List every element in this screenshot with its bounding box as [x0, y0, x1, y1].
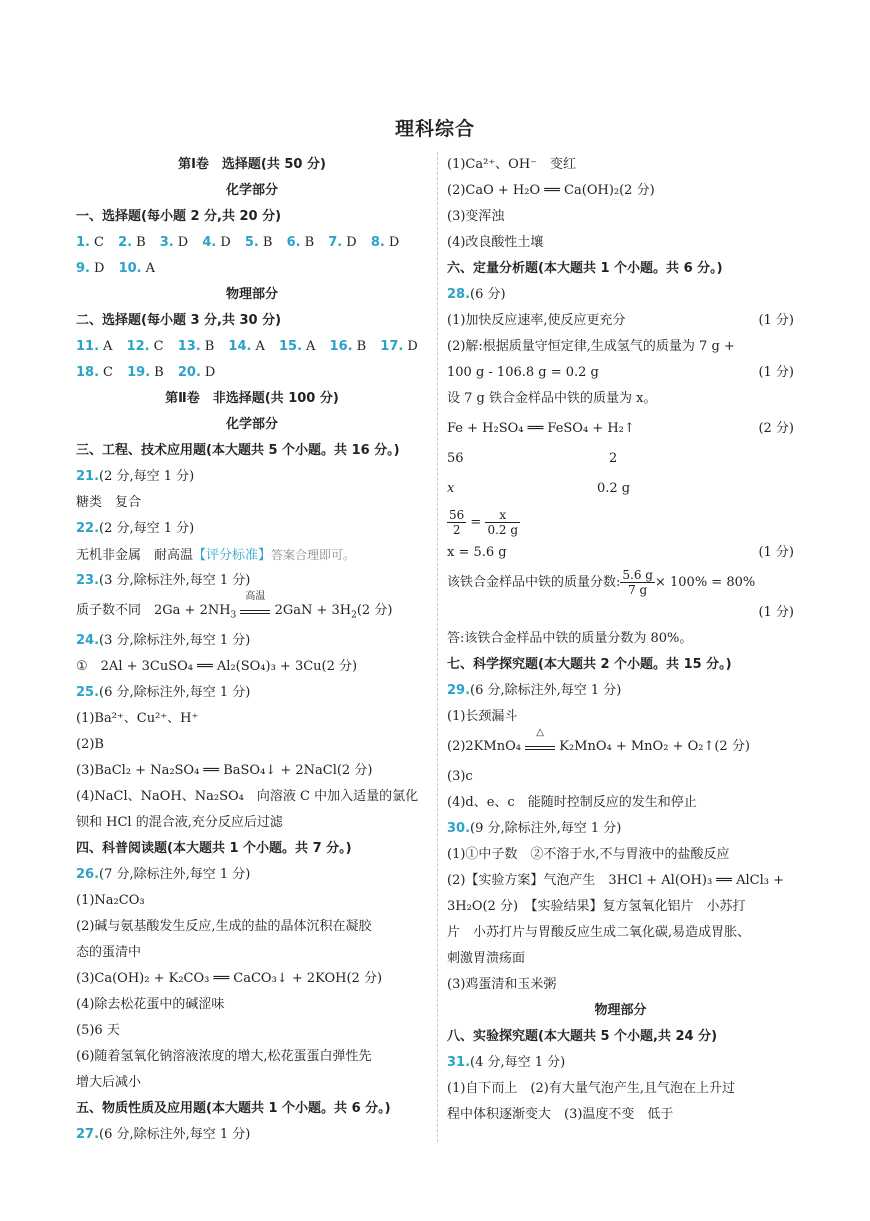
answer-item: 5. B: [244, 235, 273, 250]
score-note: (1 分): [758, 605, 794, 620]
phys-answers-row-1: [76, 334, 428, 360]
part1-heading: 第Ⅰ卷 选择题(共 50 分): [178, 157, 326, 172]
left-column: [76, 152, 428, 1148]
question-27-part-2: (2)CaO + H₂O ══ Ca(OH)₂(2 分): [447, 183, 655, 198]
section-1-heading: 一、选择题(每小题 2 分,共 20 分): [76, 209, 282, 224]
question-25-part-2: (2)B: [76, 737, 104, 752]
question-31-header: 31.(4 分,每空 1 分): [447, 1055, 566, 1070]
question-29-part-2: (2)2KMnO₄ △ K₂MnO₄ + MnO₂ + O₂↑(2 分): [447, 727, 750, 754]
question-29-part-3: (3)c: [447, 769, 473, 784]
question-27-part-4: (4)改良酸性土壤: [447, 235, 544, 250]
answer-item: 4. D: [202, 235, 231, 250]
question-26-part-6a: (6)随着氢氧化钠溶液浓度的增大,松花蛋蛋白弹性先: [76, 1049, 372, 1064]
right-column: [447, 152, 794, 1128]
answer-item: 8. D: [370, 235, 400, 250]
question-26-part-1: (1)Na₂CO₃: [76, 893, 145, 908]
question-23-header: 23.(3 分,除标注外,每空 1 分): [76, 573, 251, 588]
question-26-part-6b: 增大后减小: [76, 1075, 142, 1090]
scoring-standard-label: 【评分标准】: [193, 548, 272, 563]
section-8-heading: 八、实验探究题(本大题共 5 个小题,共 24 分): [447, 1029, 718, 1044]
question-26-header: 26.(7 分,除标注外,每空 1 分): [76, 867, 251, 882]
question-26-part-3: (3)Ca(OH)₂ + K₂CO₃ ══ CaCO₃↓ + 2KOH(2 分): [76, 971, 383, 986]
question-31-answer-a: (1)自下而上 (2)有大量气泡产生,且气泡在上升过: [447, 1081, 735, 1096]
fraction: $\frac{x}{0.2 g}$: [487, 508, 519, 537]
answer-item: 15. A: [278, 339, 316, 354]
question-27-header: 27.(6 分,除标注外,每空 1 分): [76, 1127, 251, 1142]
question-28-percentage-score: [447, 600, 794, 626]
section-4-heading: 四、科普阅读题(本大题共 1 个小题。共 7 分。): [76, 841, 352, 856]
question-30-header: 30.(9 分,除标注外,每空 1 分): [447, 821, 622, 836]
question-27-part-3: (3)变浑浊: [447, 209, 505, 224]
question-21-header: 21.(2 分,每空 1 分): [76, 469, 195, 484]
phys-heading-2: 物理部分: [594, 1003, 647, 1018]
question-28-proportion: $\frac{56}{2}$ = $\frac{x}{0.2 g}$: [449, 508, 519, 537]
column-divider: [437, 152, 438, 1142]
question-29-header: 29.(6 分,除标注外,每空 1 分): [447, 683, 622, 698]
question-27-part-1: (1)Ca²⁺、OH⁻ 变红: [447, 157, 577, 172]
answer-item: 19. B: [127, 365, 164, 380]
question-24-answer: ① 2Al + 3CuSO₄ ══ Al₂(SO₄)₃ + 3Cu(2 分): [76, 659, 358, 674]
question-28-result: x = 5.6 g (1 分): [447, 540, 794, 566]
question-28-mass-row: x 0.2 g: [447, 481, 631, 496]
answer-item: 6. B: [286, 235, 315, 250]
answer-item: 11. A: [76, 339, 113, 354]
phys-heading: 物理部分: [225, 287, 278, 302]
question-23-answer: 质子数不同 $2Ga + 2NH_3$ 高温 $2GaN + 3H_2(2$ 分): [76, 591, 393, 621]
question-25-part-4a: (4)NaCl、NaOH、Na₂SO₄ 向溶液 C 中加入适量的氯化: [76, 789, 419, 804]
answer-item: 18. C: [76, 365, 113, 380]
question-30-part-2c: 片 小苏打片与胃酸反应生成二氧化碳,易造成胃胀、: [447, 925, 751, 940]
question-30-part-2a: (2)【实验方案】气泡产生 3HCl + Al(OH)₃ ══ AlCl₃ +: [447, 873, 784, 888]
answer-item: 17. D: [380, 339, 418, 354]
question-24-header: 24.(3 分,除标注外,每空 1 分): [76, 633, 251, 648]
chem-heading-2: 化学部分: [225, 417, 278, 432]
score-note: (1 分): [758, 545, 794, 560]
question-26-part-4: (4)除去松花蛋中的碱涩味: [76, 997, 225, 1012]
question-28-part-2b: 100 g - 106.8 g = 0.2 g (1 分): [447, 360, 794, 386]
question-28-part-2a: (2)解:根据质量守恒定律,生成氢气的质量为 7 g +: [447, 339, 735, 354]
question-30-part-3: (3)鸡蛋清和玉米粥: [447, 977, 557, 992]
answer-item: 20. D: [177, 365, 216, 380]
section-2-heading: 二、选择题(每小题 3 分,共 30 分): [76, 313, 282, 328]
question-28-percentage: 该铁合金样品中铁的质量分数: $\frac{5.6 g}{7 g}$ × 100% = 80%: [447, 568, 756, 597]
answer-item: 9. D: [76, 261, 105, 276]
section-3-heading: 三、工程、技术应用题(本大题共 5 个小题。共 16 分。): [76, 443, 400, 458]
section-7-heading: 七、科学探究题(本大题共 2 个小题。共 15 分。): [447, 657, 732, 672]
answer-item: 10. A: [118, 261, 155, 276]
reaction-arrow: 高温: [240, 603, 270, 614]
question-22-header: 22.(2 分,每空 1 分): [76, 521, 195, 536]
question-29-part-4: (4)d、e、c 能随时控制反应的发生和停止: [447, 795, 697, 810]
part2-heading: 第Ⅱ卷 非选择题(共 100 分): [165, 391, 339, 406]
question-25-header: 25.(6 分,除标注外,每空 1 分): [76, 685, 251, 700]
score-note: (1 分): [758, 313, 794, 328]
chem-answers-row-2: [76, 256, 428, 282]
question-28-molar-row: 56 2: [447, 451, 618, 466]
answer-item: 12. C: [126, 339, 164, 354]
fraction: $\frac{56}{2}$: [449, 508, 465, 537]
question-30-part-1: (1)①中子数 ②不溶于水,不与胃液中的盐酸反应: [447, 847, 730, 862]
score-note: (1 分): [758, 365, 794, 380]
answer-item: 13. B: [177, 339, 215, 354]
question-25-part-1: (1)Ba²⁺、Cu²⁺、H⁺: [76, 711, 199, 726]
chem-heading: 化学部分: [225, 183, 278, 198]
answer-item: 16. B: [329, 339, 367, 354]
chem-answers-row-1: [76, 230, 428, 256]
answer-item: 1. C: [76, 235, 104, 250]
answer-item: 2. B: [118, 235, 146, 250]
question-29-part-1: (1)长颈漏斗: [447, 709, 518, 724]
answer-item: 3. D: [159, 235, 189, 250]
question-26-part-2a: (2)碱与氨基酸发生反应,生成的盐的晶体沉积在凝胶: [76, 919, 372, 934]
question-26-part-2b: 态的蛋清中: [76, 945, 142, 960]
question-28-part-1: (1)加快反应速率,使反应更充分 (1 分): [447, 308, 794, 334]
reaction-arrow: △: [525, 739, 555, 750]
score-note: (2 分): [758, 421, 794, 436]
question-28-assumption: 设 7 g 铁合金样品中铁的质量为 x。: [447, 391, 657, 406]
answer-item: 14. A: [228, 339, 265, 354]
question-28-header: 28.(6 分): [447, 287, 506, 302]
answer-item: 7. D: [328, 235, 357, 250]
question-25-part-3: (3)BaCl₂ + Na₂SO₄ ══ BaSO₄↓ + 2NaCl(2 分): [76, 763, 373, 778]
scoring-standard-text: 答案合理即可。: [271, 548, 356, 562]
section-5-heading: 五、物质性质及应用题(本大题共 1 个小题。共 6 分。): [76, 1101, 391, 1116]
fraction: $\frac{5.6 g}{7 g}$: [622, 568, 653, 597]
question-28-equation: Fe + H₂SO₄ ══ FeSO₄ + H₂↑ (2 分): [447, 412, 794, 446]
question-30-part-2d: 刺激胃溃疡面: [447, 951, 526, 966]
question-30-part-2b: 3H₂O(2 分) 【实验结果】复方氢氧化铝片 小苏打: [447, 899, 746, 914]
question-21-answer: 糖类 复合: [76, 495, 142, 510]
phys-answers-row-2: [76, 360, 428, 386]
question-26-part-5: (5)6 天: [76, 1023, 120, 1038]
page-title: 理科综合: [394, 118, 475, 140]
question-22-answer: 无机非金属 耐高温【评分标准】答案合理即可。: [76, 548, 356, 563]
section-6-heading: 六、定量分析题(本大题共 1 个小题。共 6 分。): [447, 261, 723, 276]
question-31-answer-b: 程中体积逐渐变大 (3)温度不变 低于: [447, 1107, 674, 1122]
question-25-part-4b: 钡和 HCl 的混合液,充分反应后过滤: [76, 815, 283, 830]
question-28-final-answer: 答:该铁合金样品中铁的质量分数为 80%。: [447, 631, 693, 646]
